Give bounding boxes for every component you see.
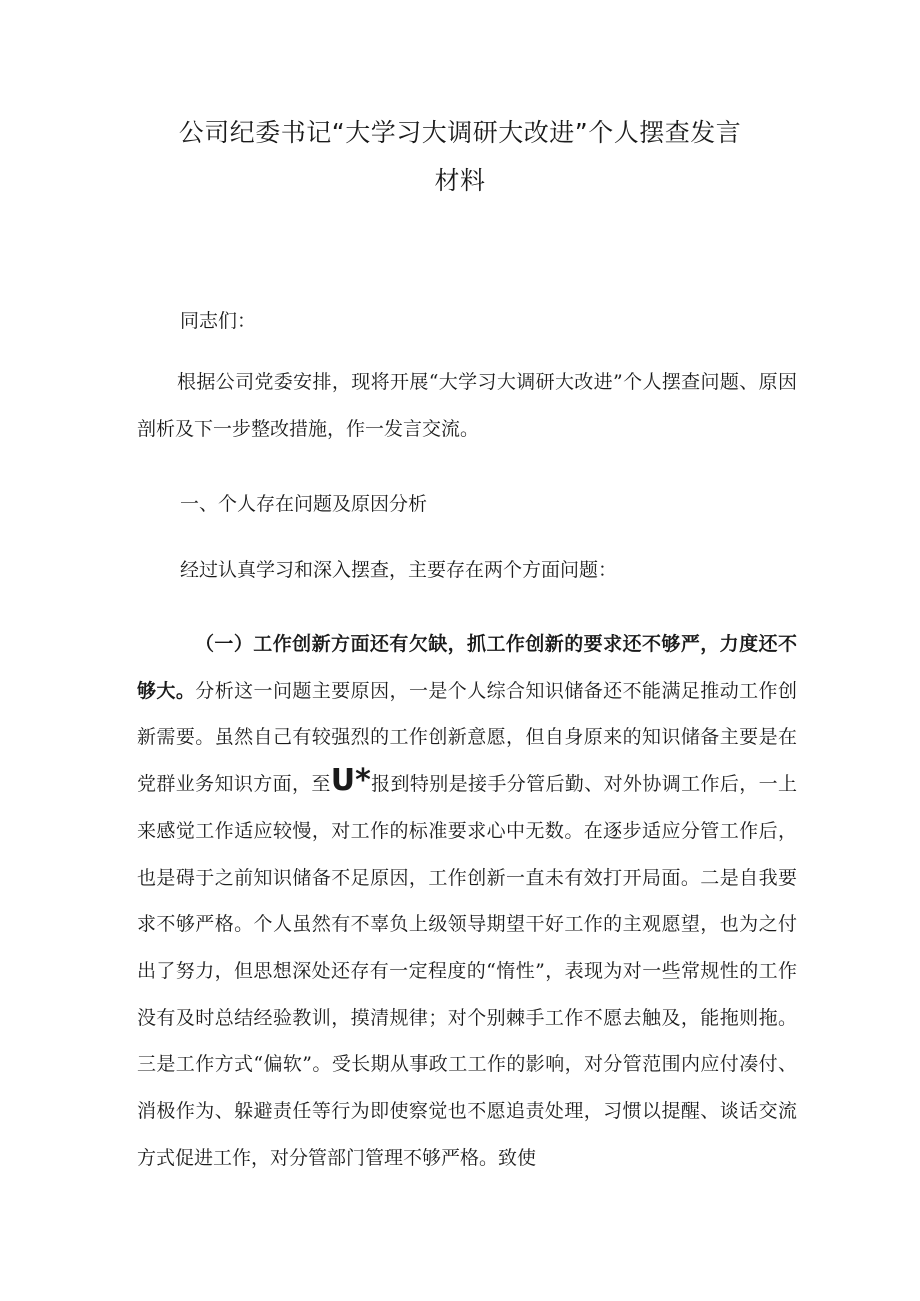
summary-paragraph: 经过认真学习和深入摆查，主要存在两个方面问题： [180, 559, 618, 581]
body-text-part2: 报到特别是接手分管后勤、对外协调工作后，一上来感觉工作适应较慢，对工作的标准要求心中无数。在逐步适应分管工作后，也是碍于之前知识储备不足原因，工作创新一直未有效打开局面。二是自我要求不够严格。个人虽然有不辜负上级领导期望干好工作的主观愿望，也为之付出了努力，但思想深处还存有一定程度的“惰性”，表现为对一些常规性的工作没有及时总结经验教训，摸清规律；对个别棘手工作不愿去触及，能拖则拖。三是工作方式“偏软”。受长期从事政工工作的影响，对分管范围内应付凑付、消极作为、躲避责任等行为即使察觉也不愿追责处理，习惯以提醒、谈话交流方式促进工作，对分管部门管理不够严格。致使 [137, 773, 797, 1169]
document-title-line2: 材料 [434, 166, 486, 195]
body-text-part1: 分析这一问题主要原因，一是个人综合知识储备还不能满足推动工作创新需要。虽然自己有较强烈的工作创新意愿，但自身原来的知识储备主要是在党群业务知识方面，至 [137, 679, 797, 796]
body-glyph: U* [330, 763, 371, 799]
document-title-line1: 公司纪委书记“大学习大调研大改进”个人摆查发言 [178, 118, 742, 147]
intro-paragraph: 根据公司党委安排，现将开展“大学习大调研大改进”个人摆查问题、原因剖析及下一步整改措施，作一发言交流。 [137, 371, 797, 440]
body-bold-lead: （一）工作创新方面还有欠缺，抓工作创新的要求还不够严，力度还不够大。 [137, 633, 797, 702]
greeting: 同志们： [180, 310, 257, 332]
section-heading-1: 一、个人存在问题及原因分析 [180, 493, 428, 515]
body-paragraph [137, 621, 797, 1181]
